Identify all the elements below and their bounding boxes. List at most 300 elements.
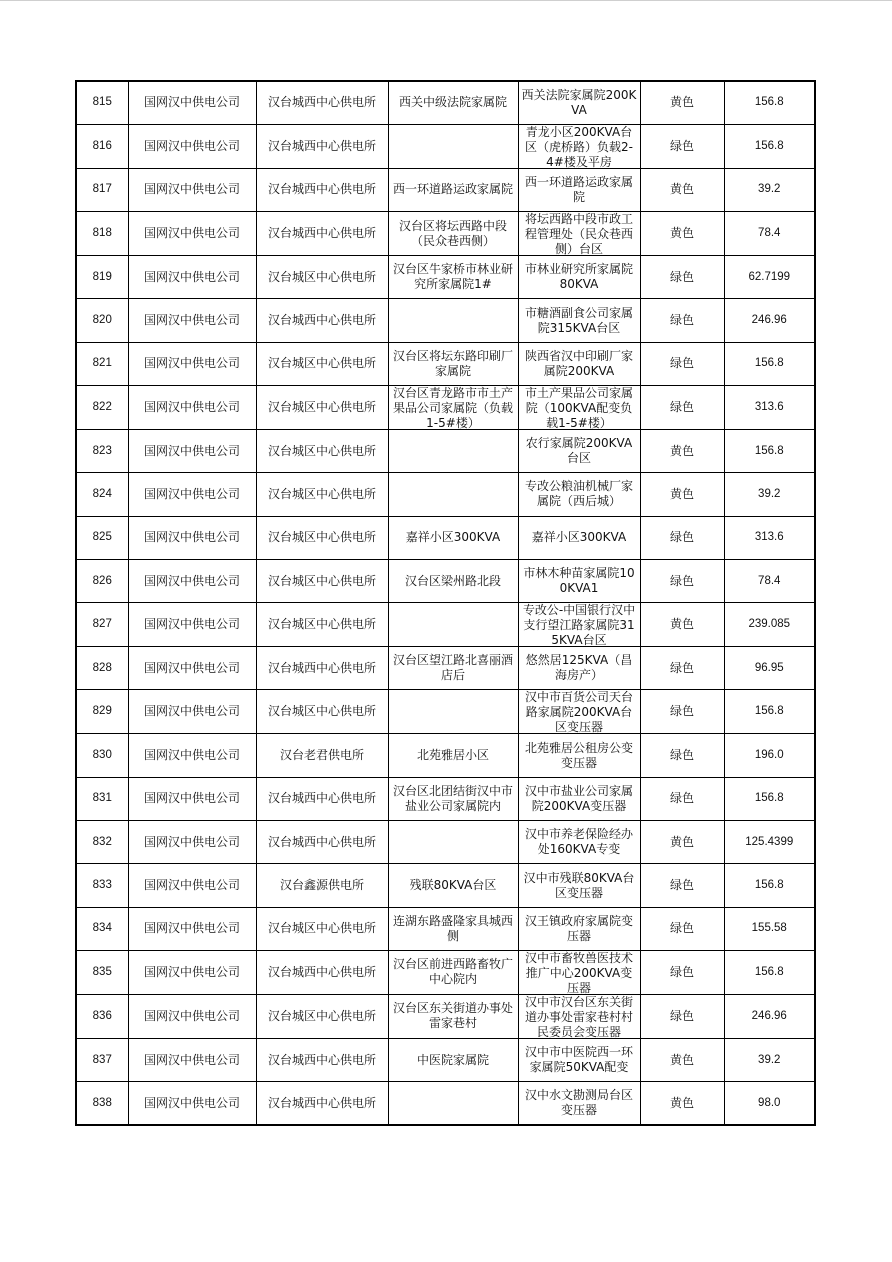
cell-row-number-text: 830 [92,749,112,762]
cell-company-text: 国网汉中供电公司 [143,399,240,414]
cell-location-text: 汉台区东关街道办事处雷家巷村 [392,1001,513,1031]
cell-power-station [256,690,388,734]
cell-transformer [518,385,640,429]
cell-row-number-text: 815 [92,96,112,109]
cell-power-station [256,950,388,994]
cell-location-text: 汉台区将坛西路中段（民众巷西侧） [398,218,507,248]
cell-location [388,212,518,256]
cell-value-text: 196.0 [754,749,784,762]
cell-location-text: 汉台区将坛东路印刷厂家属院 [392,348,513,378]
cell-company [128,777,256,820]
cell-power-station [256,299,388,342]
table-row [76,429,815,472]
cell-location [388,907,518,950]
cell-status-color-text: 绿色 [669,921,694,936]
cell-company-text: 国网汉中供电公司 [143,791,240,806]
cell-value [724,950,815,994]
cell-location-text: 汉台区牛家桥市林业研究所家属院1# [392,262,513,292]
cell-row-number [76,950,128,994]
cell-row-number-text: 823 [92,444,112,457]
cell-row-number [76,647,128,690]
cell-location [388,168,518,211]
cell-status-color-text: 绿色 [669,138,694,153]
cell-value [724,299,815,342]
cell-row-number [76,81,128,124]
cell-company-text: 国网汉中供电公司 [143,1052,240,1067]
cell-status-color [640,1038,724,1081]
cell-status-color-text: 绿色 [669,356,694,371]
cell-value-text: 98.0 [758,1096,781,1109]
cell-company-text: 国网汉中供电公司 [143,269,240,284]
cell-row-number [76,168,128,211]
cell-company-text: 国网汉中供电公司 [143,313,240,328]
cell-power-station [256,1038,388,1081]
table-row [76,516,815,559]
cell-value-text: 39.2 [758,1053,781,1066]
cell-company [128,994,256,1038]
cell-status-color-text: 黄色 [669,834,694,849]
cell-power-station-text: 汉台城西中心供电所 [267,95,376,110]
cell-row-number-text: 821 [92,357,112,370]
cell-row-number [76,559,128,602]
cell-location [388,342,518,385]
table-row [76,907,815,950]
cell-status-color-text: 绿色 [669,530,694,545]
cell-company-text: 国网汉中供电公司 [143,748,240,763]
cell-row-number-text: 826 [92,574,112,587]
cell-transformer [518,994,640,1038]
table-row [76,385,815,429]
cell-status-color-text: 黄色 [669,486,694,501]
cell-status-color [640,907,724,950]
cell-company [128,821,256,864]
cell-location-text: 残联80KVA台区 [409,878,497,892]
cell-status-color [640,473,724,516]
cell-value-text: 125.4399 [745,835,794,848]
cell-power-station [256,124,388,168]
cell-transformer [518,1082,640,1125]
cell-row-number [76,603,128,647]
cell-value-text: 246.96 [751,1009,787,1022]
cell-value-text: 246.96 [751,314,787,327]
cell-company-text: 国网汉中供电公司 [143,1095,240,1110]
cell-status-color [640,647,724,690]
cell-row-number [76,821,128,864]
cell-company-text: 国网汉中供电公司 [143,617,240,632]
cell-value-text: 39.2 [758,183,781,196]
cell-transformer [518,212,640,256]
cell-row-number [76,299,128,342]
table-row [76,168,815,211]
cell-company-text: 国网汉中供电公司 [143,443,240,458]
cell-row-number-text: 838 [92,1096,112,1109]
cell-power-station-text: 汉台城区中心供电所 [267,443,376,458]
cell-power-station-text: 汉台城西中心供电所 [267,226,376,241]
cell-power-station-text: 汉台城西中心供电所 [267,964,376,979]
cell-row-number [76,473,128,516]
cell-transformer-text: 汉中市中医院西一环家属院50KVA配变 [524,1045,633,1075]
cell-row-number [76,690,128,734]
table-body [76,81,815,1125]
cell-location-text: 中医院家属院 [416,1052,489,1067]
cell-transformer-text: 市林业研究所家属院80KVA [524,262,633,292]
cell-value [724,342,815,385]
cell-value-text: 78.4 [758,574,781,587]
table-row [76,81,815,124]
cell-company [128,212,256,256]
cell-power-station [256,777,388,820]
cell-value-text: 313.6 [754,400,784,413]
cell-company [128,1082,256,1125]
cell-transformer-text: 汉中市畜牧兽医技术推广中心200KVA变压器 [524,950,633,994]
cell-transformer [518,690,640,734]
cell-status-color [640,777,724,820]
cell-transformer [518,559,640,602]
cell-status-color-text: 黄色 [669,226,694,241]
cell-power-station [256,81,388,124]
cell-transformer [518,821,640,864]
cell-company [128,429,256,472]
cell-transformer-text: 悠然居125KVA（昌海房产） [525,653,633,683]
cell-transformer-text: 汉王镇政府家属院变压器 [524,913,633,943]
cell-company [128,168,256,211]
table-row [76,473,815,516]
cell-power-station-text: 汉台城西中心供电所 [267,1052,376,1067]
cell-power-station-text: 汉台城区中心供电所 [267,617,376,632]
cell-status-color [640,299,724,342]
cell-status-color-text: 绿色 [669,748,694,763]
cell-power-station-text: 汉台城西中心供电所 [267,660,376,675]
cell-row-number [76,256,128,299]
cell-transformer-text: 专改公-中国银行汉中支行望江路家属院315KVA台区 [522,603,636,647]
cell-row-number-text: 829 [92,705,112,718]
cell-transformer-text: 西一环道路运政家属院 [524,174,633,204]
table-row [76,559,815,602]
cell-value [724,994,815,1038]
cell-status-color [640,385,724,429]
cell-value [724,168,815,211]
cell-value [724,734,815,777]
cell-status-color-text: 黄色 [669,1095,694,1110]
cell-transformer [518,473,640,516]
cell-power-station [256,821,388,864]
cell-location-text: 汉台区望江路北喜丽酒店后 [392,653,513,683]
cell-transformer-text: 青龙小区200KVA台区（虎桥路）负载2-4#楼及平房 [525,124,633,168]
cell-value [724,429,815,472]
cell-value [724,473,815,516]
cell-status-color [640,864,724,907]
cell-company-text: 国网汉中供电公司 [143,138,240,153]
cell-location [388,385,518,429]
cell-company-text: 国网汉中供电公司 [143,1008,240,1023]
cell-row-number [76,429,128,472]
cell-location [388,256,518,299]
table-row [76,603,815,647]
cell-row-number [76,212,128,256]
cell-status-color [640,559,724,602]
cell-transformer-text: 汉中市盐业公司家属院200KVA变压器 [524,783,633,813]
cell-power-station-text: 汉台城区中心供电所 [267,1008,376,1023]
cell-value-text: 156.8 [754,965,784,978]
cell-status-color-text: 黄色 [669,617,694,632]
cell-location [388,950,518,994]
table-row [76,734,815,777]
cell-power-station-text: 汉台城区中心供电所 [267,399,376,414]
cell-power-station-text: 汉台鑫源供电所 [279,878,364,892]
cell-power-station-text: 汉台城西中心供电所 [267,1095,376,1110]
cell-transformer-text: 西关法院家属院200KVA [521,87,637,117]
cell-row-number-text: 820 [92,314,112,327]
cell-row-number-text: 832 [92,835,112,848]
cell-status-color-text: 绿色 [669,660,694,675]
cell-row-number-text: 817 [92,183,112,196]
cell-company [128,864,256,907]
cell-location-text: 汉台区北团结街汉中市盐业公司家属院内 [392,783,513,813]
cell-row-number [76,777,128,820]
cell-transformer [518,950,640,994]
cell-company-text: 国网汉中供电公司 [143,530,240,545]
cell-value [724,1082,815,1125]
cell-power-station-text: 汉台城西中心供电所 [267,834,376,849]
cell-location [388,516,518,559]
cell-power-station-text: 汉台城西中心供电所 [267,791,376,806]
cell-row-number-text: 818 [92,227,112,240]
cell-power-station-text: 汉台城区中心供电所 [267,704,376,719]
cell-transformer [518,299,640,342]
cell-value [724,559,815,602]
cell-transformer-text: 汉中市养老保险经办处160KVA专变 [524,827,633,857]
cell-value-text: 156.8 [754,357,784,370]
cell-transformer [518,734,640,777]
cell-row-number [76,124,128,168]
cell-company-text: 国网汉中供电公司 [143,95,240,110]
cell-company-text: 国网汉中供电公司 [143,226,240,241]
table-row [76,256,815,299]
cell-location [388,299,518,342]
cell-value [724,647,815,690]
cell-transformer-text: 市土产果品公司家属院（100KVA配变负载1-5#楼） [524,385,633,429]
cell-company-text: 国网汉中供电公司 [143,964,240,979]
cell-location-text: 连湖东路盛隆家具城西侧 [392,913,513,943]
cell-company [128,907,256,950]
cell-status-color-text: 黄色 [669,443,694,458]
cell-value-text: 239.085 [748,618,791,631]
cell-location [388,124,518,168]
cell-power-station-text: 汉台城西中心供电所 [267,313,376,328]
cell-location [388,777,518,820]
cell-status-color-text: 绿色 [669,313,694,328]
cell-transformer [518,864,640,907]
table-row [76,1082,815,1125]
cell-status-color-text: 绿色 [669,573,694,588]
table-row [76,1038,815,1081]
cell-transformer [518,81,640,124]
cell-power-station [256,385,388,429]
cell-row-number-text: 819 [92,270,112,283]
cell-status-color [640,212,724,256]
cell-value-text: 156.8 [754,444,784,457]
cell-transformer-text: 市糖酒副食公司家属院315KVA台区 [524,305,633,335]
cell-company-text: 国网汉中供电公司 [143,704,240,719]
table-row [76,690,815,734]
cell-status-color [640,429,724,472]
cell-company-text: 国网汉中供电公司 [143,921,240,936]
cell-power-station-text: 汉台城区中心供电所 [267,921,376,936]
cell-status-color-text: 绿色 [669,964,694,979]
cell-power-station-text: 汉台城区中心供电所 [267,573,376,588]
cell-transformer [518,603,640,647]
cell-power-station [256,212,388,256]
cell-power-station-text: 汉台城西中心供电所 [267,138,376,153]
cell-value-text: 39.2 [758,487,781,500]
cell-transformer-text: 汉中市汉台区东关街道办事处雷家巷村村民委员会变压器 [524,994,633,1038]
cell-transformer-text: 将坛西路中段市政工程管理处（民众巷西侧）台区 [524,212,633,256]
cell-row-number [76,1082,128,1125]
cell-power-station [256,734,388,777]
cell-power-station [256,516,388,559]
cell-location [388,429,518,472]
cell-row-number-text: 824 [92,487,112,500]
cell-transformer-text: 汉中市百货公司天台路家属院200KVA台区变压器 [524,690,633,734]
cell-row-number-text: 835 [92,965,112,978]
cell-row-number [76,342,128,385]
cell-company-text: 国网汉中供电公司 [143,573,240,588]
cell-row-number-text: 828 [92,661,112,674]
cell-power-station [256,994,388,1038]
table-row [76,950,815,994]
cell-value-text: 156.8 [754,705,784,718]
cell-location [388,821,518,864]
cell-status-color-text: 黄色 [669,1052,694,1067]
cell-row-number [76,516,128,559]
cell-transformer-text: 专改公粮油机械厂家属院（西后城） [524,479,633,509]
cell-company [128,299,256,342]
cell-location [388,994,518,1038]
cell-status-color-text: 绿色 [669,791,694,806]
cell-power-station-text: 汉台城西中心供电所 [267,182,376,197]
cell-value-text: 78.4 [758,227,781,240]
table-row [76,647,815,690]
cell-company-text: 国网汉中供电公司 [143,834,240,849]
cell-location [388,690,518,734]
cell-company-text: 国网汉中供电公司 [143,486,240,501]
cell-row-number [76,994,128,1038]
cell-row-number-text: 831 [92,792,112,805]
cell-company [128,124,256,168]
cell-row-number [76,385,128,429]
cell-transformer [518,124,640,168]
cell-company [128,647,256,690]
cell-status-color-text: 绿色 [669,269,694,284]
cell-row-number-text: 822 [92,400,112,413]
cell-status-color [640,1082,724,1125]
cell-company-text: 国网汉中供电公司 [143,878,240,892]
cell-value-text: 155.58 [751,922,787,935]
cell-row-number [76,907,128,950]
cell-location [388,1038,518,1081]
cell-row-number-text: 837 [92,1053,112,1066]
cell-power-station-text: 汉台城区中心供电所 [267,269,376,284]
cell-power-station-text: 汉台城区中心供电所 [267,356,376,371]
cell-value [724,212,815,256]
cell-status-color [640,603,724,647]
cell-value [724,256,815,299]
cell-power-station [256,907,388,950]
cell-value [724,864,815,907]
cell-status-color-text: 绿色 [669,1008,694,1023]
cell-transformer-text: 汉中水文勘测局台区变压器 [524,1088,633,1118]
cell-transformer [518,168,640,211]
cell-power-station [256,473,388,516]
cell-transformer [518,429,640,472]
cell-transformer-text: 陕西省汉中印刷厂家属院200KVA [524,348,633,378]
cell-status-color-text: 黄色 [669,182,694,197]
cell-power-station [256,559,388,602]
cell-location [388,559,518,602]
cell-transformer-text: 嘉祥小区300KVA [531,530,627,545]
cell-company [128,1038,256,1081]
cell-row-number [76,864,128,907]
cell-value [724,1038,815,1081]
cell-transformer-text: 汉中市残联80KVA台区变压器 [523,870,635,900]
cell-status-color-text: 绿色 [669,878,694,892]
cell-company [128,385,256,429]
cell-transformer [518,1038,640,1081]
cell-row-number [76,1038,128,1081]
table-row [76,124,815,168]
cell-row-number-text: 816 [92,139,112,152]
cell-status-color [640,81,724,124]
cell-value-text: 156.8 [754,792,784,805]
cell-company [128,603,256,647]
cell-company [128,342,256,385]
cell-location-text: 嘉祥小区300KVA [405,530,501,545]
cell-status-color [640,168,724,211]
table-row [76,212,815,256]
table-row [76,342,815,385]
cell-status-color-text: 黄色 [669,95,694,110]
cell-power-station-text: 汉台老君供电所 [279,748,364,763]
cell-power-station [256,647,388,690]
cell-value-text: 156.8 [754,139,784,152]
cell-value-text: 156.8 [754,96,784,109]
cell-location-text: 汉台区青龙路市市土产果品公司家属院（负载1-5#楼） [392,385,513,429]
cell-value [724,124,815,168]
table-row [76,299,815,342]
cell-value [724,821,815,864]
cell-company [128,256,256,299]
cell-company [128,950,256,994]
cell-location [388,603,518,647]
cell-value [724,690,815,734]
cell-location-text: 北苑雅居小区 [416,748,489,763]
cell-location-text: 西一环道路运政家属院 [392,182,513,197]
cell-value [724,603,815,647]
cell-power-station-text: 汉台城区中心供电所 [267,486,376,501]
cell-location [388,647,518,690]
table-row [76,864,815,907]
cell-status-color [640,994,724,1038]
cell-company [128,559,256,602]
cell-status-color [640,516,724,559]
cell-company [128,516,256,559]
cell-company-text: 国网汉中供电公司 [143,182,240,197]
cell-company-text: 国网汉中供电公司 [143,356,240,371]
cell-value-text: 96.95 [754,661,784,674]
cell-company [128,473,256,516]
cell-value [724,777,815,820]
cell-location [388,734,518,777]
